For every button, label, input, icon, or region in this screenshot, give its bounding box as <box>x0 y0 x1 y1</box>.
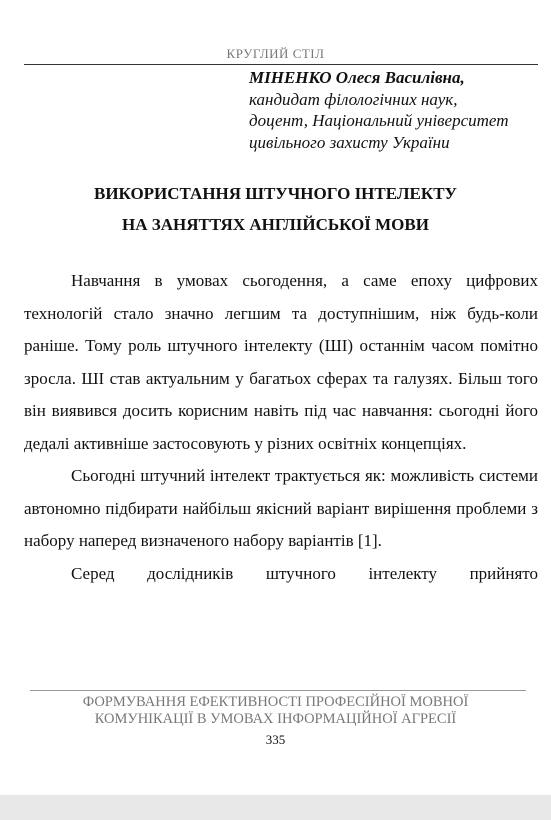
author-block <box>249 67 509 153</box>
author-affiliation: цивільного захисту України <box>249 132 450 152</box>
body-paragraph: Навчання в умовах сьогодення, а саме епоху цифрових технологій стало значно легшим та доступнішим, ніж будь-коли раніше. Тому роль штучного інтелекту (ШІ) останнім часом помітно зросла. ШІ став актуальним у багатьох сферах та галузях. Більш того він виявився досить корисним навіть під час навчання: сьогодні його дедалі активніше застосовують у різних освітніх концепціях. <box>24 271 538 453</box>
footer-line: КОМУНІКАЦІЇ В УМОВАХ ІНФОРМАЦІЙНОЇ АГРЕСІЇ <box>94 711 457 727</box>
viewer-background <box>0 795 551 820</box>
author-degree: кандидат філологічних наук, <box>249 89 458 109</box>
footer-divider <box>30 690 526 691</box>
article-body <box>24 265 538 590</box>
running-footer <box>0 694 551 728</box>
footer-line: ФОРМУВАННЯ ЕФЕКТИВНОСТІ ПРОФЕСІЙНОЇ МОВНОЇ <box>82 694 469 710</box>
article-title-line: НА ЗАНЯТТЯХ АНГЛІЙСЬКОЇ МОВИ <box>122 215 429 234</box>
running-header: КРУГЛИЙ СТІЛ <box>226 46 325 61</box>
page-number: 335 <box>265 732 286 747</box>
header-divider <box>24 64 538 65</box>
author-name: МІНЕНКО Олеся Василівна, <box>249 68 465 87</box>
body-paragraph: Серед дослідників штучного інтелекту прийнято <box>71 563 538 583</box>
body-paragraph: Сьогодні штучний інтелект трактується як: можливість системи автономно підбирати найбільш якісний варіант вирішення проблеми з набору наперед визначеного набору варіантів [1]. <box>24 466 538 550</box>
article-title <box>0 178 551 240</box>
article-title-line: ВИКОРИСТАННЯ ШТУЧНОГО ІНТЕЛЕКТУ <box>93 184 458 203</box>
author-position: доцент, Національний університет <box>249 111 509 130</box>
